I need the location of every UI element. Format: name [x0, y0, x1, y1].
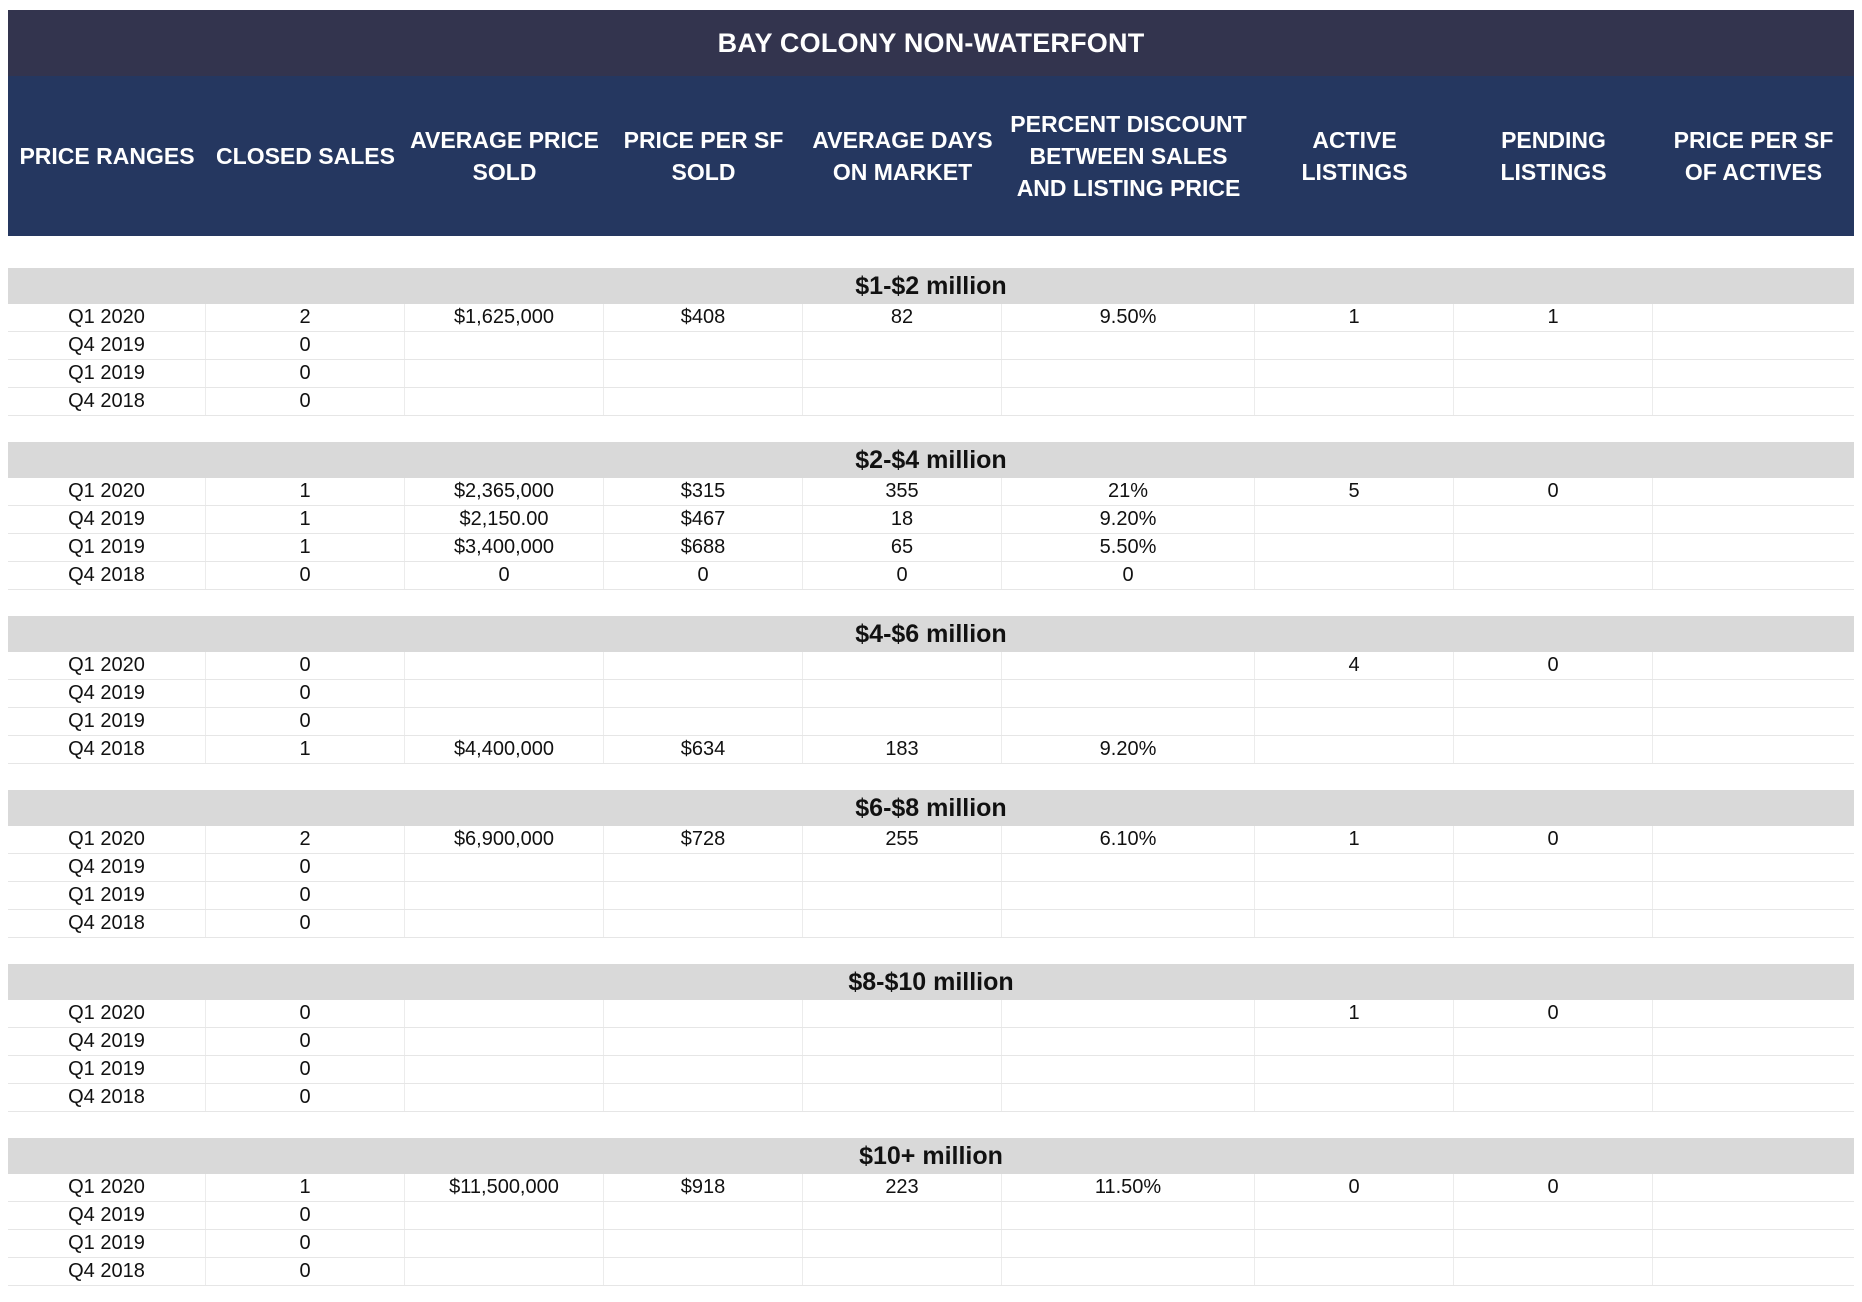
- cell-price-per-sf-sold: [604, 910, 803, 937]
- market-report-table: [8, 10, 1854, 1286]
- cell-pending-listings: [1454, 1056, 1653, 1083]
- table-row: [8, 736, 1854, 764]
- cell-period: Q1 2019: [8, 882, 206, 909]
- cell-price-per-sf-of-actives: [1653, 910, 1854, 937]
- cell-average-days-on-market: 18: [803, 506, 1002, 533]
- cell-average-days-on-market: [803, 332, 1002, 359]
- cell-period: Q1 2020: [8, 478, 206, 505]
- cell-price-per-sf-of-actives: [1653, 332, 1854, 359]
- cell-average-days-on-market: 223: [803, 1174, 1002, 1201]
- cell-price-per-sf-of-actives: [1653, 388, 1854, 415]
- cell-average-days-on-market: [803, 1258, 1002, 1285]
- report-title: BAY COLONY NON-WATERFONT: [8, 10, 1854, 76]
- cell-average-days-on-market: [803, 1084, 1002, 1111]
- header-average-price-sold: AVERAGE PRICE SOLD: [410, 127, 599, 185]
- cell-percent-discount: [1002, 1258, 1255, 1285]
- cell-average-price-sold: $2,150.00: [405, 506, 604, 533]
- cell-percent-discount: 9.50%: [1002, 304, 1255, 331]
- cell-average-price-sold: [405, 1000, 604, 1027]
- cell-pending-listings: [1454, 882, 1653, 909]
- cell-closed-sales: 0: [206, 562, 405, 589]
- price-range-label: $4-$6 million: [8, 616, 1854, 652]
- cell-average-price-sold: [405, 1202, 604, 1229]
- cell-price-per-sf-of-actives: [1653, 882, 1854, 909]
- cell-closed-sales: 1: [206, 736, 405, 763]
- cell-closed-sales: 0: [206, 1084, 405, 1111]
- cell-average-price-sold: $1,625,000: [405, 304, 604, 331]
- price-range-label: $2-$4 million: [8, 442, 1854, 478]
- table-row: [8, 1000, 1854, 1028]
- cell-percent-discount: 6.10%: [1002, 826, 1255, 853]
- price-range-section: [8, 236, 1854, 416]
- cell-percent-discount: [1002, 1028, 1255, 1055]
- table-row: [8, 652, 1854, 680]
- cell-average-price-sold: [405, 1084, 604, 1111]
- cell-active-listings: [1255, 680, 1454, 707]
- cell-pending-listings: [1454, 562, 1653, 589]
- cell-active-listings: [1255, 882, 1454, 909]
- header-price-ranges: PRICE RANGES: [19, 143, 195, 169]
- cell-pending-listings: [1454, 506, 1653, 533]
- cell-percent-discount: 9.20%: [1002, 506, 1255, 533]
- cell-closed-sales: 2: [206, 826, 405, 853]
- cell-active-listings: 1: [1255, 1000, 1454, 1027]
- section-spacer: [8, 236, 1854, 268]
- cell-closed-sales: 0: [206, 1056, 405, 1083]
- table-row: [8, 478, 1854, 506]
- cell-percent-discount: [1002, 1230, 1255, 1257]
- price-range-groups: [8, 236, 1854, 1286]
- cell-average-days-on-market: [803, 1202, 1002, 1229]
- cell-price-per-sf-sold: $408: [604, 304, 803, 331]
- cell-percent-discount: 21%: [1002, 478, 1255, 505]
- cell-price-per-sf-sold: [604, 854, 803, 881]
- table-row: [8, 1202, 1854, 1230]
- cell-average-price-sold: $11,500,000: [405, 1174, 604, 1201]
- cell-closed-sales: 1: [206, 506, 405, 533]
- cell-percent-discount: [1002, 360, 1255, 387]
- table-row: [8, 1174, 1854, 1202]
- table-row: [8, 534, 1854, 562]
- cell-percent-discount: 0: [1002, 562, 1255, 589]
- cell-closed-sales: 0: [206, 1028, 405, 1055]
- cell-price-per-sf-sold: [604, 680, 803, 707]
- cell-average-price-sold: $2,365,000: [405, 478, 604, 505]
- cell-closed-sales: 0: [206, 360, 405, 387]
- cell-percent-discount: [1002, 1084, 1255, 1111]
- header-percent-discount: PERCENT DISCOUNT BETWEEN SALES AND LISTING PRICE: [1010, 111, 1247, 201]
- cell-pending-listings: [1454, 910, 1653, 937]
- cell-closed-sales: 0: [206, 882, 405, 909]
- price-range-section: [8, 764, 1854, 938]
- section-spacer: [8, 1112, 1854, 1138]
- cell-price-per-sf-of-actives: [1653, 854, 1854, 881]
- cell-average-price-sold: [405, 910, 604, 937]
- cell-percent-discount: 5.50%: [1002, 534, 1255, 561]
- cell-price-per-sf-of-actives: [1653, 1028, 1854, 1055]
- cell-price-per-sf-sold: 0: [604, 562, 803, 589]
- cell-average-days-on-market: [803, 1028, 1002, 1055]
- cell-price-per-sf-sold: [604, 1028, 803, 1055]
- cell-closed-sales: 1: [206, 534, 405, 561]
- table-row: [8, 854, 1854, 882]
- table-row: [8, 708, 1854, 736]
- cell-average-days-on-market: [803, 388, 1002, 415]
- header-closed-sales: CLOSED SALES: [216, 143, 395, 169]
- cell-period: Q1 2019: [8, 1230, 206, 1257]
- cell-period: Q1 2019: [8, 360, 206, 387]
- cell-period: Q1 2019: [8, 1056, 206, 1083]
- cell-active-listings: [1255, 708, 1454, 735]
- cell-period: Q4 2018: [8, 736, 206, 763]
- column-header-row: [8, 76, 1854, 236]
- cell-price-per-sf-of-actives: [1653, 736, 1854, 763]
- cell-active-listings: [1255, 562, 1454, 589]
- table-row: [8, 826, 1854, 854]
- cell-average-days-on-market: [803, 910, 1002, 937]
- cell-active-listings: [1255, 910, 1454, 937]
- cell-active-listings: [1255, 1230, 1454, 1257]
- cell-active-listings: [1255, 1258, 1454, 1285]
- cell-pending-listings: 0: [1454, 652, 1653, 679]
- price-range-label: $10+ million: [8, 1138, 1854, 1174]
- cell-price-per-sf-sold: [604, 652, 803, 679]
- cell-closed-sales: 0: [206, 854, 405, 881]
- cell-price-per-sf-sold: [604, 332, 803, 359]
- cell-price-per-sf-sold: [604, 388, 803, 415]
- cell-average-days-on-market: 183: [803, 736, 1002, 763]
- header-pending-listings: PENDING LISTINGS: [1500, 127, 1607, 185]
- cell-active-listings: [1255, 534, 1454, 561]
- cell-active-listings: 1: [1255, 304, 1454, 331]
- cell-period: Q1 2019: [8, 708, 206, 735]
- price-range-label: $6-$8 million: [8, 790, 1854, 826]
- cell-average-price-sold: [405, 708, 604, 735]
- cell-percent-discount: [1002, 882, 1255, 909]
- cell-closed-sales: 0: [206, 1230, 405, 1257]
- table-row: [8, 1028, 1854, 1056]
- cell-price-per-sf-of-actives: [1653, 652, 1854, 679]
- table-row: [8, 562, 1854, 590]
- table-row: [8, 910, 1854, 938]
- cell-active-listings: [1255, 388, 1454, 415]
- price-range-label: $8-$10 million: [8, 964, 1854, 1000]
- cell-average-price-sold: [405, 652, 604, 679]
- cell-price-per-sf-sold: [604, 360, 803, 387]
- section-spacer: [8, 416, 1854, 442]
- cell-pending-listings: [1454, 1202, 1653, 1229]
- cell-price-per-sf-sold: $467: [604, 506, 803, 533]
- cell-percent-discount: [1002, 1056, 1255, 1083]
- cell-percent-discount: [1002, 910, 1255, 937]
- cell-percent-discount: [1002, 652, 1255, 679]
- cell-pending-listings: [1454, 534, 1653, 561]
- header-price-per-sf-sold: PRICE PER SF SOLD: [623, 127, 784, 185]
- cell-pending-listings: 0: [1454, 478, 1653, 505]
- cell-closed-sales: 1: [206, 1174, 405, 1201]
- cell-closed-sales: 0: [206, 680, 405, 707]
- cell-period: Q1 2020: [8, 826, 206, 853]
- section-spacer: [8, 938, 1854, 964]
- cell-price-per-sf-of-actives: [1653, 826, 1854, 853]
- cell-percent-discount: [1002, 680, 1255, 707]
- table-row: [8, 506, 1854, 534]
- price-range-label: $1-$2 million: [8, 268, 1854, 304]
- cell-average-days-on-market: 65: [803, 534, 1002, 561]
- cell-pending-listings: [1454, 708, 1653, 735]
- cell-price-per-sf-of-actives: [1653, 1000, 1854, 1027]
- cell-average-price-sold: [405, 388, 604, 415]
- cell-price-per-sf-of-actives: [1653, 1258, 1854, 1285]
- cell-active-listings: [1255, 332, 1454, 359]
- cell-price-per-sf-of-actives: [1653, 534, 1854, 561]
- header-average-days-on-market: AVERAGE DAYS ON MARKET: [812, 127, 993, 185]
- cell-period: Q1 2020: [8, 652, 206, 679]
- price-range-section: [8, 1112, 1854, 1286]
- cell-price-per-sf-sold: [604, 1000, 803, 1027]
- cell-price-per-sf-of-actives: [1653, 708, 1854, 735]
- cell-pending-listings: [1454, 360, 1653, 387]
- cell-active-listings: [1255, 360, 1454, 387]
- cell-percent-discount: 11.50%: [1002, 1174, 1255, 1201]
- cell-average-price-sold: [405, 1056, 604, 1083]
- cell-percent-discount: 9.20%: [1002, 736, 1255, 763]
- table-row: [8, 1230, 1854, 1258]
- cell-price-per-sf-sold: [604, 1230, 803, 1257]
- table-row: [8, 1056, 1854, 1084]
- cell-average-price-sold: $6,900,000: [405, 826, 604, 853]
- cell-average-days-on-market: [803, 1056, 1002, 1083]
- cell-period: Q4 2019: [8, 1028, 206, 1055]
- cell-price-per-sf-sold: [604, 1202, 803, 1229]
- cell-average-days-on-market: 0: [803, 562, 1002, 589]
- cell-active-listings: [1255, 1084, 1454, 1111]
- table-row: [8, 304, 1854, 332]
- cell-pending-listings: [1454, 1230, 1653, 1257]
- cell-pending-listings: [1454, 854, 1653, 881]
- cell-price-per-sf-sold: $918: [604, 1174, 803, 1201]
- cell-period: Q4 2018: [8, 562, 206, 589]
- cell-pending-listings: [1454, 1028, 1653, 1055]
- cell-period: Q1 2019: [8, 534, 206, 561]
- cell-average-days-on-market: 255: [803, 826, 1002, 853]
- cell-period: Q4 2019: [8, 854, 206, 881]
- cell-closed-sales: 2: [206, 304, 405, 331]
- cell-pending-listings: 0: [1454, 826, 1653, 853]
- cell-price-per-sf-of-actives: [1653, 562, 1854, 589]
- cell-percent-discount: [1002, 1000, 1255, 1027]
- cell-price-per-sf-of-actives: [1653, 304, 1854, 331]
- cell-average-days-on-market: [803, 1230, 1002, 1257]
- cell-average-days-on-market: [803, 652, 1002, 679]
- table-row: [8, 360, 1854, 388]
- cell-pending-listings: [1454, 680, 1653, 707]
- cell-pending-listings: 1: [1454, 304, 1653, 331]
- cell-percent-discount: [1002, 388, 1255, 415]
- cell-average-days-on-market: 355: [803, 478, 1002, 505]
- cell-average-days-on-market: [803, 882, 1002, 909]
- cell-average-days-on-market: [803, 360, 1002, 387]
- cell-active-listings: 4: [1255, 652, 1454, 679]
- cell-average-price-sold: 0: [405, 562, 604, 589]
- cell-price-per-sf-sold: [604, 1084, 803, 1111]
- cell-closed-sales: 0: [206, 1000, 405, 1027]
- cell-price-per-sf-sold: [604, 1258, 803, 1285]
- cell-price-per-sf-of-actives: [1653, 1230, 1854, 1257]
- header-active-listings: ACTIVE LISTINGS: [1301, 127, 1408, 185]
- cell-active-listings: [1255, 506, 1454, 533]
- cell-average-price-sold: [405, 882, 604, 909]
- cell-period: Q1 2020: [8, 1174, 206, 1201]
- cell-average-price-sold: $4,400,000: [405, 736, 604, 763]
- cell-average-days-on-market: [803, 708, 1002, 735]
- cell-active-listings: [1255, 854, 1454, 881]
- cell-closed-sales: 0: [206, 1258, 405, 1285]
- cell-percent-discount: [1002, 332, 1255, 359]
- cell-active-listings: 5: [1255, 478, 1454, 505]
- table-row: [8, 1258, 1854, 1286]
- cell-price-per-sf-sold: [604, 708, 803, 735]
- cell-pending-listings: [1454, 736, 1653, 763]
- table-row: [8, 388, 1854, 416]
- price-range-section: [8, 590, 1854, 764]
- cell-period: Q4 2019: [8, 1202, 206, 1229]
- cell-price-per-sf-sold: $634: [604, 736, 803, 763]
- cell-average-days-on-market: 82: [803, 304, 1002, 331]
- cell-average-price-sold: [405, 1230, 604, 1257]
- cell-closed-sales: 0: [206, 388, 405, 415]
- cell-average-price-sold: [405, 854, 604, 881]
- cell-closed-sales: 0: [206, 332, 405, 359]
- cell-pending-listings: [1454, 1084, 1653, 1111]
- cell-percent-discount: [1002, 854, 1255, 881]
- cell-period: Q4 2018: [8, 1084, 206, 1111]
- cell-price-per-sf-of-actives: [1653, 1056, 1854, 1083]
- cell-price-per-sf-of-actives: [1653, 360, 1854, 387]
- cell-price-per-sf-sold: [604, 1056, 803, 1083]
- cell-pending-listings: 0: [1454, 1000, 1653, 1027]
- price-range-section: [8, 416, 1854, 590]
- cell-price-per-sf-of-actives: [1653, 680, 1854, 707]
- cell-price-per-sf-of-actives: [1653, 1084, 1854, 1111]
- cell-price-per-sf-sold: $728: [604, 826, 803, 853]
- cell-pending-listings: [1454, 1258, 1653, 1285]
- table-row: [8, 332, 1854, 360]
- cell-average-price-sold: [405, 360, 604, 387]
- cell-pending-listings: [1454, 332, 1653, 359]
- cell-active-listings: 0: [1255, 1174, 1454, 1201]
- cell-average-price-sold: $3,400,000: [405, 534, 604, 561]
- cell-price-per-sf-of-actives: [1653, 478, 1854, 505]
- table-row: [8, 680, 1854, 708]
- table-row: [8, 1084, 1854, 1112]
- cell-closed-sales: 0: [206, 910, 405, 937]
- section-spacer: [8, 590, 1854, 616]
- cell-price-per-sf-of-actives: [1653, 1174, 1854, 1201]
- cell-price-per-sf-sold: [604, 882, 803, 909]
- cell-average-days-on-market: [803, 1000, 1002, 1027]
- cell-price-per-sf-of-actives: [1653, 506, 1854, 533]
- cell-active-listings: [1255, 736, 1454, 763]
- cell-average-price-sold: [405, 1258, 604, 1285]
- table-row: [8, 882, 1854, 910]
- cell-average-days-on-market: [803, 854, 1002, 881]
- cell-period: Q4 2018: [8, 910, 206, 937]
- cell-period: Q4 2018: [8, 1258, 206, 1285]
- cell-pending-listings: 0: [1454, 1174, 1653, 1201]
- cell-price-per-sf-sold: $688: [604, 534, 803, 561]
- cell-average-price-sold: [405, 680, 604, 707]
- cell-price-per-sf-of-actives: [1653, 1202, 1854, 1229]
- cell-active-listings: 1: [1255, 826, 1454, 853]
- cell-active-listings: [1255, 1028, 1454, 1055]
- cell-period: Q1 2020: [8, 1000, 206, 1027]
- cell-price-per-sf-sold: $315: [604, 478, 803, 505]
- cell-period: Q1 2020: [8, 304, 206, 331]
- cell-closed-sales: 1: [206, 478, 405, 505]
- cell-percent-discount: [1002, 1202, 1255, 1229]
- price-range-section: [8, 938, 1854, 1112]
- cell-active-listings: [1255, 1056, 1454, 1083]
- header-price-per-sf-of-actives: PRICE PER SF OF ACTIVES: [1673, 127, 1834, 185]
- cell-pending-listings: [1454, 388, 1653, 415]
- section-spacer: [8, 764, 1854, 790]
- cell-average-price-sold: [405, 332, 604, 359]
- cell-closed-sales: 0: [206, 1202, 405, 1229]
- cell-period: Q4 2018: [8, 388, 206, 415]
- cell-period: Q4 2019: [8, 506, 206, 533]
- cell-percent-discount: [1002, 708, 1255, 735]
- cell-closed-sales: 0: [206, 652, 405, 679]
- cell-average-price-sold: [405, 1028, 604, 1055]
- cell-period: Q4 2019: [8, 332, 206, 359]
- cell-average-days-on-market: [803, 680, 1002, 707]
- cell-period: Q4 2019: [8, 680, 206, 707]
- cell-active-listings: [1255, 1202, 1454, 1229]
- cell-closed-sales: 0: [206, 708, 405, 735]
